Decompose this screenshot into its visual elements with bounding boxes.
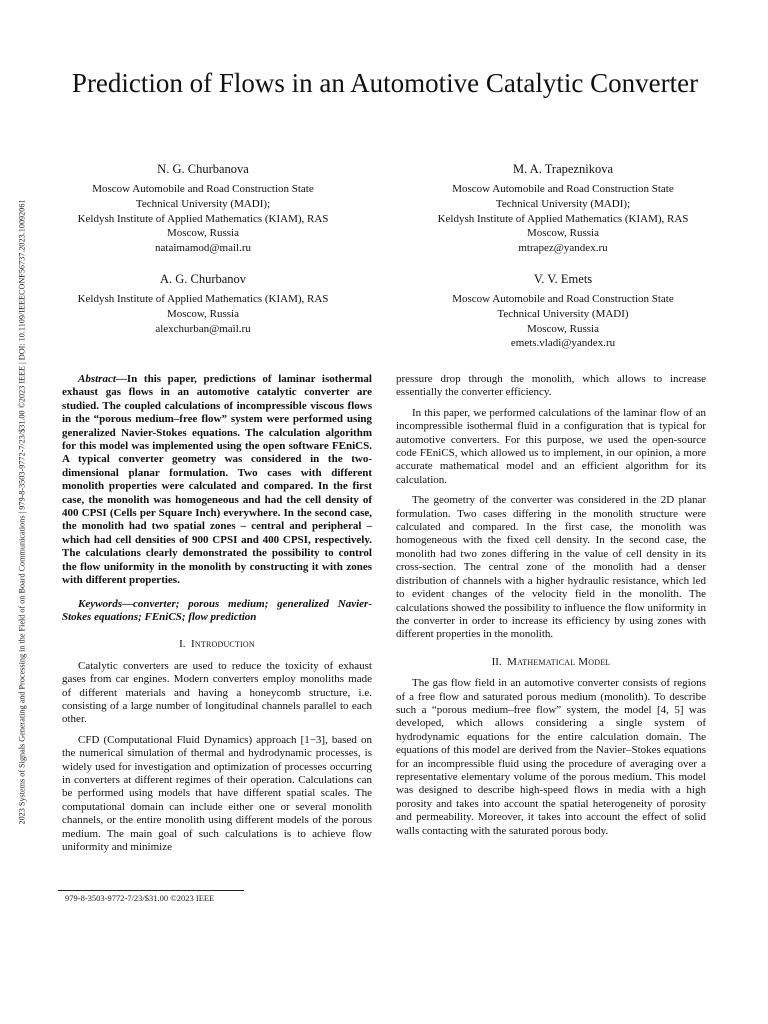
paragraph-continued: pressure drop through the monolith, which allows to increase essentially the converter efficiency. (396, 373, 706, 399)
section-title: Introduction (191, 638, 255, 651)
author-name: V. V. Emets (533, 272, 593, 286)
author-block-4 (393, 271, 733, 351)
author-block-2 (393, 161, 733, 256)
author-email: mtrapez@yandex.ru (518, 242, 608, 255)
abstract (62, 373, 372, 588)
section-title: Mathematical Model (507, 655, 611, 668)
side-citation-note: 2023 Systems of Signals Generating and Processing in the Field of on Board Communications | 979-8-3503-9772-7/23/$31.00 ©2023 IEEE | DOI: 10.1109/IEEECONF56737.2023.10092061 (17, 199, 27, 825)
abstract-label: Abstract (78, 373, 116, 385)
author-affiliation: Moscow Automobile and Road Construction State (452, 293, 674, 305)
author-affiliation: Moscow Automobile and Road Construction State (452, 183, 674, 195)
author-location: Moscow, Russia (526, 227, 599, 240)
right-column (396, 373, 706, 845)
author-affiliation: Keldysh Institute of Applied Mathematics (KIAM), RAS (77, 293, 329, 305)
paragraph: The gas flow field in an automotive converter consists of regions of a free flow and saturated porous medium (monolith). To describe such a “porous medium–free flow” system, the model [4, 5] was developed, which allows considering a single system of hydrodynamic equations for the entire calculation domain. The equations of this model are derived from the Navier–Stokes equations for an incompressible fluid using the procedure of averaging over a representative elementary volume of the porous medium. This model was designed to describe high-speed flows in media with a high porosity and takes into account the spatial heterogeneity of porosity and permeability. Moreover, it takes into account the effect of solid walls contacting with the saturated porous body. (396, 677, 706, 837)
author-name: M. A. Trapeznikova (513, 162, 613, 176)
abstract-text: —In this paper, predictions of laminar isothermal exhaust gas flows in an automotive catalytic converter are studied. The coupled calculations of incompressible viscous flows in the “porous medium–free flow” system were performed using generalized Navier-Stokes equations. The calculation algorithm for this model was implemented using the open software FEniCS. A typical converter geometry was considered in the two-dimensional planar formulation. Two cases with different monolith properties were calculated and compared. In the first case, the monolith was homogeneous and had the cell density of 400 CPSI (Cells per Square Inch) everywhere. In the second case, the monolith had two spatial zones – central and peripheral – which had cell densities of 900 CPSI and 400 CPSI, respectively. The calculations clearly demonstrated the possibility to control the flow uniformity in the monolith by constructing it with zones with different properties. (62, 373, 372, 587)
author-affiliation: Keldysh Institute of Applied Mathematics (KIAM), RAS (437, 212, 689, 225)
author-email: nataimamod@mail.ru (155, 242, 251, 255)
author-email: emets.vladi@yandex.ru (510, 337, 616, 350)
paragraph: In this paper, we performed calculations of the laminar flow of an incompressible isothermal fluid in a configuration that is typical for automotive converters. For this purpose, we used the open-source code FEniCS, which allowed us to implement, in our opinion, a more accurate mathematical model and an efficient algorithm for its calculation. (396, 406, 706, 486)
author-name: N. G. Churbanova (157, 162, 249, 176)
author-location: Moscow, Russia (526, 322, 599, 335)
section-heading-introduction (62, 638, 372, 651)
author-name: A. G. Churbanov (159, 272, 247, 286)
footnote-copyright: 979-8-3503-9772-7/23/$31.00 ©2023 IEEE (65, 893, 215, 903)
author-block-3 (33, 271, 373, 336)
section-heading-mathematical-model (396, 656, 706, 669)
author-location: Moscow, Russia (166, 307, 239, 320)
paragraph: The geometry of the converter was considered in the 2D planar formulation. Two cases differing in the monolith structure were calculated and compared. In the first case, the monolith was homogeneous with the fixed cell density. In the second case, the monolith had two zones differing in the value of cell density in its cross-section. The central zone of the monolith had a denser distribution of channels with a higher hydraulic resistance, which led to evident changes of the velocity field in the monolith. The calculations showed the possibility to influence the flow uniformity in the converter in order to increase its efficiency by using zones with different properties in the monolith. (396, 494, 706, 641)
paper-title: Prediction of Flows in an Automotive Catalytic Converter (71, 68, 699, 98)
section-number: II. (491, 655, 502, 668)
author-location: Moscow, Russia (166, 227, 239, 240)
paragraph: CFD (Computational Fluid Dynamics) approach [1−3], based on the numerical simulation of thermal and hydrodynamic processes, is widely used for investigation and optimization of processes occurring in converters at different regimes of their operation. Calculations can be performed using models that have different spatial scales. The computational domain can include either one or several monolith channels, or the entire monolith using different models of the porous medium. The main goal of such calculations is to achieve flow uniformity and minimize (62, 733, 372, 853)
paragraph: Catalytic converters are used to reduce the toxicity of exhaust gases from car engines. Modern converters employ monoliths made of different materials and having a honeycomb structure, i.e. consisting of a large number of longitudinal channels parallel to each other. (62, 659, 372, 726)
left-column (62, 373, 372, 861)
keywords: Keywords—converter; porous medium; generalized Navier-Stokes equations; FEniCS; flow prediction (62, 597, 372, 623)
section-number: I. (179, 638, 186, 651)
author-block-1 (33, 161, 373, 256)
author-affiliation: Technical University (MADI); (495, 197, 631, 210)
author-affiliation: Moscow Automobile and Road Construction State (92, 183, 314, 195)
author-email: alexchurban@mail.ru (155, 322, 251, 335)
author-affiliation: Keldysh Institute of Applied Mathematics (KIAM), RAS (77, 212, 329, 225)
author-affiliation: Technical University (MADI); (135, 197, 271, 210)
author-affiliation: Technical University (MADI) (497, 307, 629, 320)
footnote-divider (58, 890, 244, 891)
